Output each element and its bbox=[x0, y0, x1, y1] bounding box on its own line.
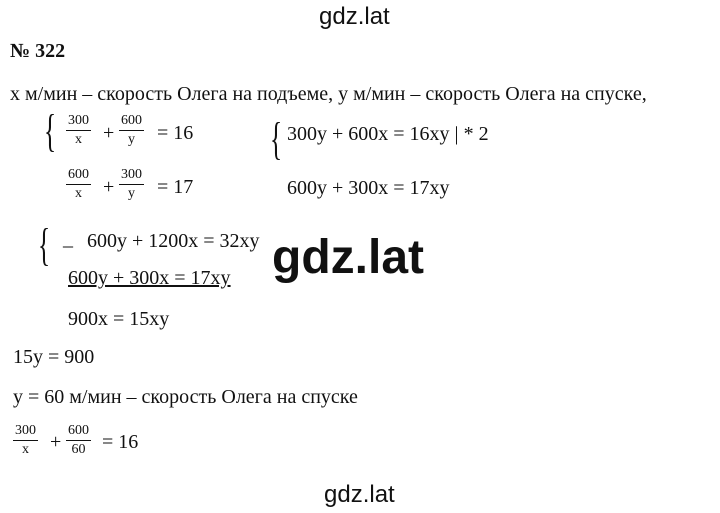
fraction-numerator: 300 bbox=[119, 168, 144, 185]
operator: + bbox=[50, 431, 62, 453]
fraction bbox=[119, 168, 144, 201]
watermark-top: gdz.lat bbox=[319, 3, 390, 30]
fraction-denominator: x bbox=[75, 132, 82, 147]
fraction bbox=[66, 114, 91, 147]
equation-rhs: = 16 bbox=[102, 431, 139, 453]
fraction-denominator: 60 bbox=[71, 442, 86, 457]
fraction-numerator: 600 bbox=[66, 424, 91, 441]
problem-number: № 322 bbox=[10, 40, 66, 62]
equation-underlined: 600y + 300x = 17xy bbox=[68, 267, 231, 289]
fraction-denominator: y bbox=[128, 186, 135, 201]
fraction bbox=[66, 168, 91, 201]
fraction-numerator: 600 bbox=[119, 114, 144, 131]
fraction-numerator: 300 bbox=[66, 114, 91, 131]
system-3-brace: { bbox=[38, 219, 51, 270]
result-line: y = 60 м/мин – скорость Олега на спуске bbox=[13, 386, 358, 408]
equation: 600y + 1200x = 32xy bbox=[87, 230, 260, 252]
result-line: 15y = 900 bbox=[13, 346, 95, 368]
equation: 300y + 600x = 16xy | * 2 bbox=[287, 123, 489, 145]
fraction-denominator: x bbox=[75, 186, 82, 201]
operator: + bbox=[103, 122, 115, 144]
operator: + bbox=[103, 176, 115, 198]
equation: 600y + 300x = 17xy bbox=[287, 177, 450, 199]
intro-text: х м/мин – скорость Олега на подъеме, у м/мин – скорость Олега на спуске, bbox=[10, 83, 647, 105]
fraction bbox=[119, 114, 144, 147]
watermark-center: gdz.lat bbox=[272, 231, 424, 284]
fraction bbox=[13, 424, 38, 457]
fraction-numerator: 600 bbox=[66, 168, 91, 185]
system-2-brace: { bbox=[270, 113, 283, 164]
watermark-bottom: gdz.lat bbox=[324, 481, 395, 508]
minus-sign: _ bbox=[63, 228, 73, 250]
fraction-denominator: y bbox=[128, 132, 135, 147]
equation-rhs: = 16 bbox=[157, 122, 194, 144]
fraction-numerator: 300 bbox=[13, 424, 38, 441]
equation-rhs: = 17 bbox=[157, 176, 194, 198]
system-1-brace: { bbox=[44, 105, 57, 156]
result-line: 900x = 15xy bbox=[68, 308, 170, 330]
fraction bbox=[66, 424, 91, 457]
fraction-denominator: x bbox=[22, 442, 29, 457]
